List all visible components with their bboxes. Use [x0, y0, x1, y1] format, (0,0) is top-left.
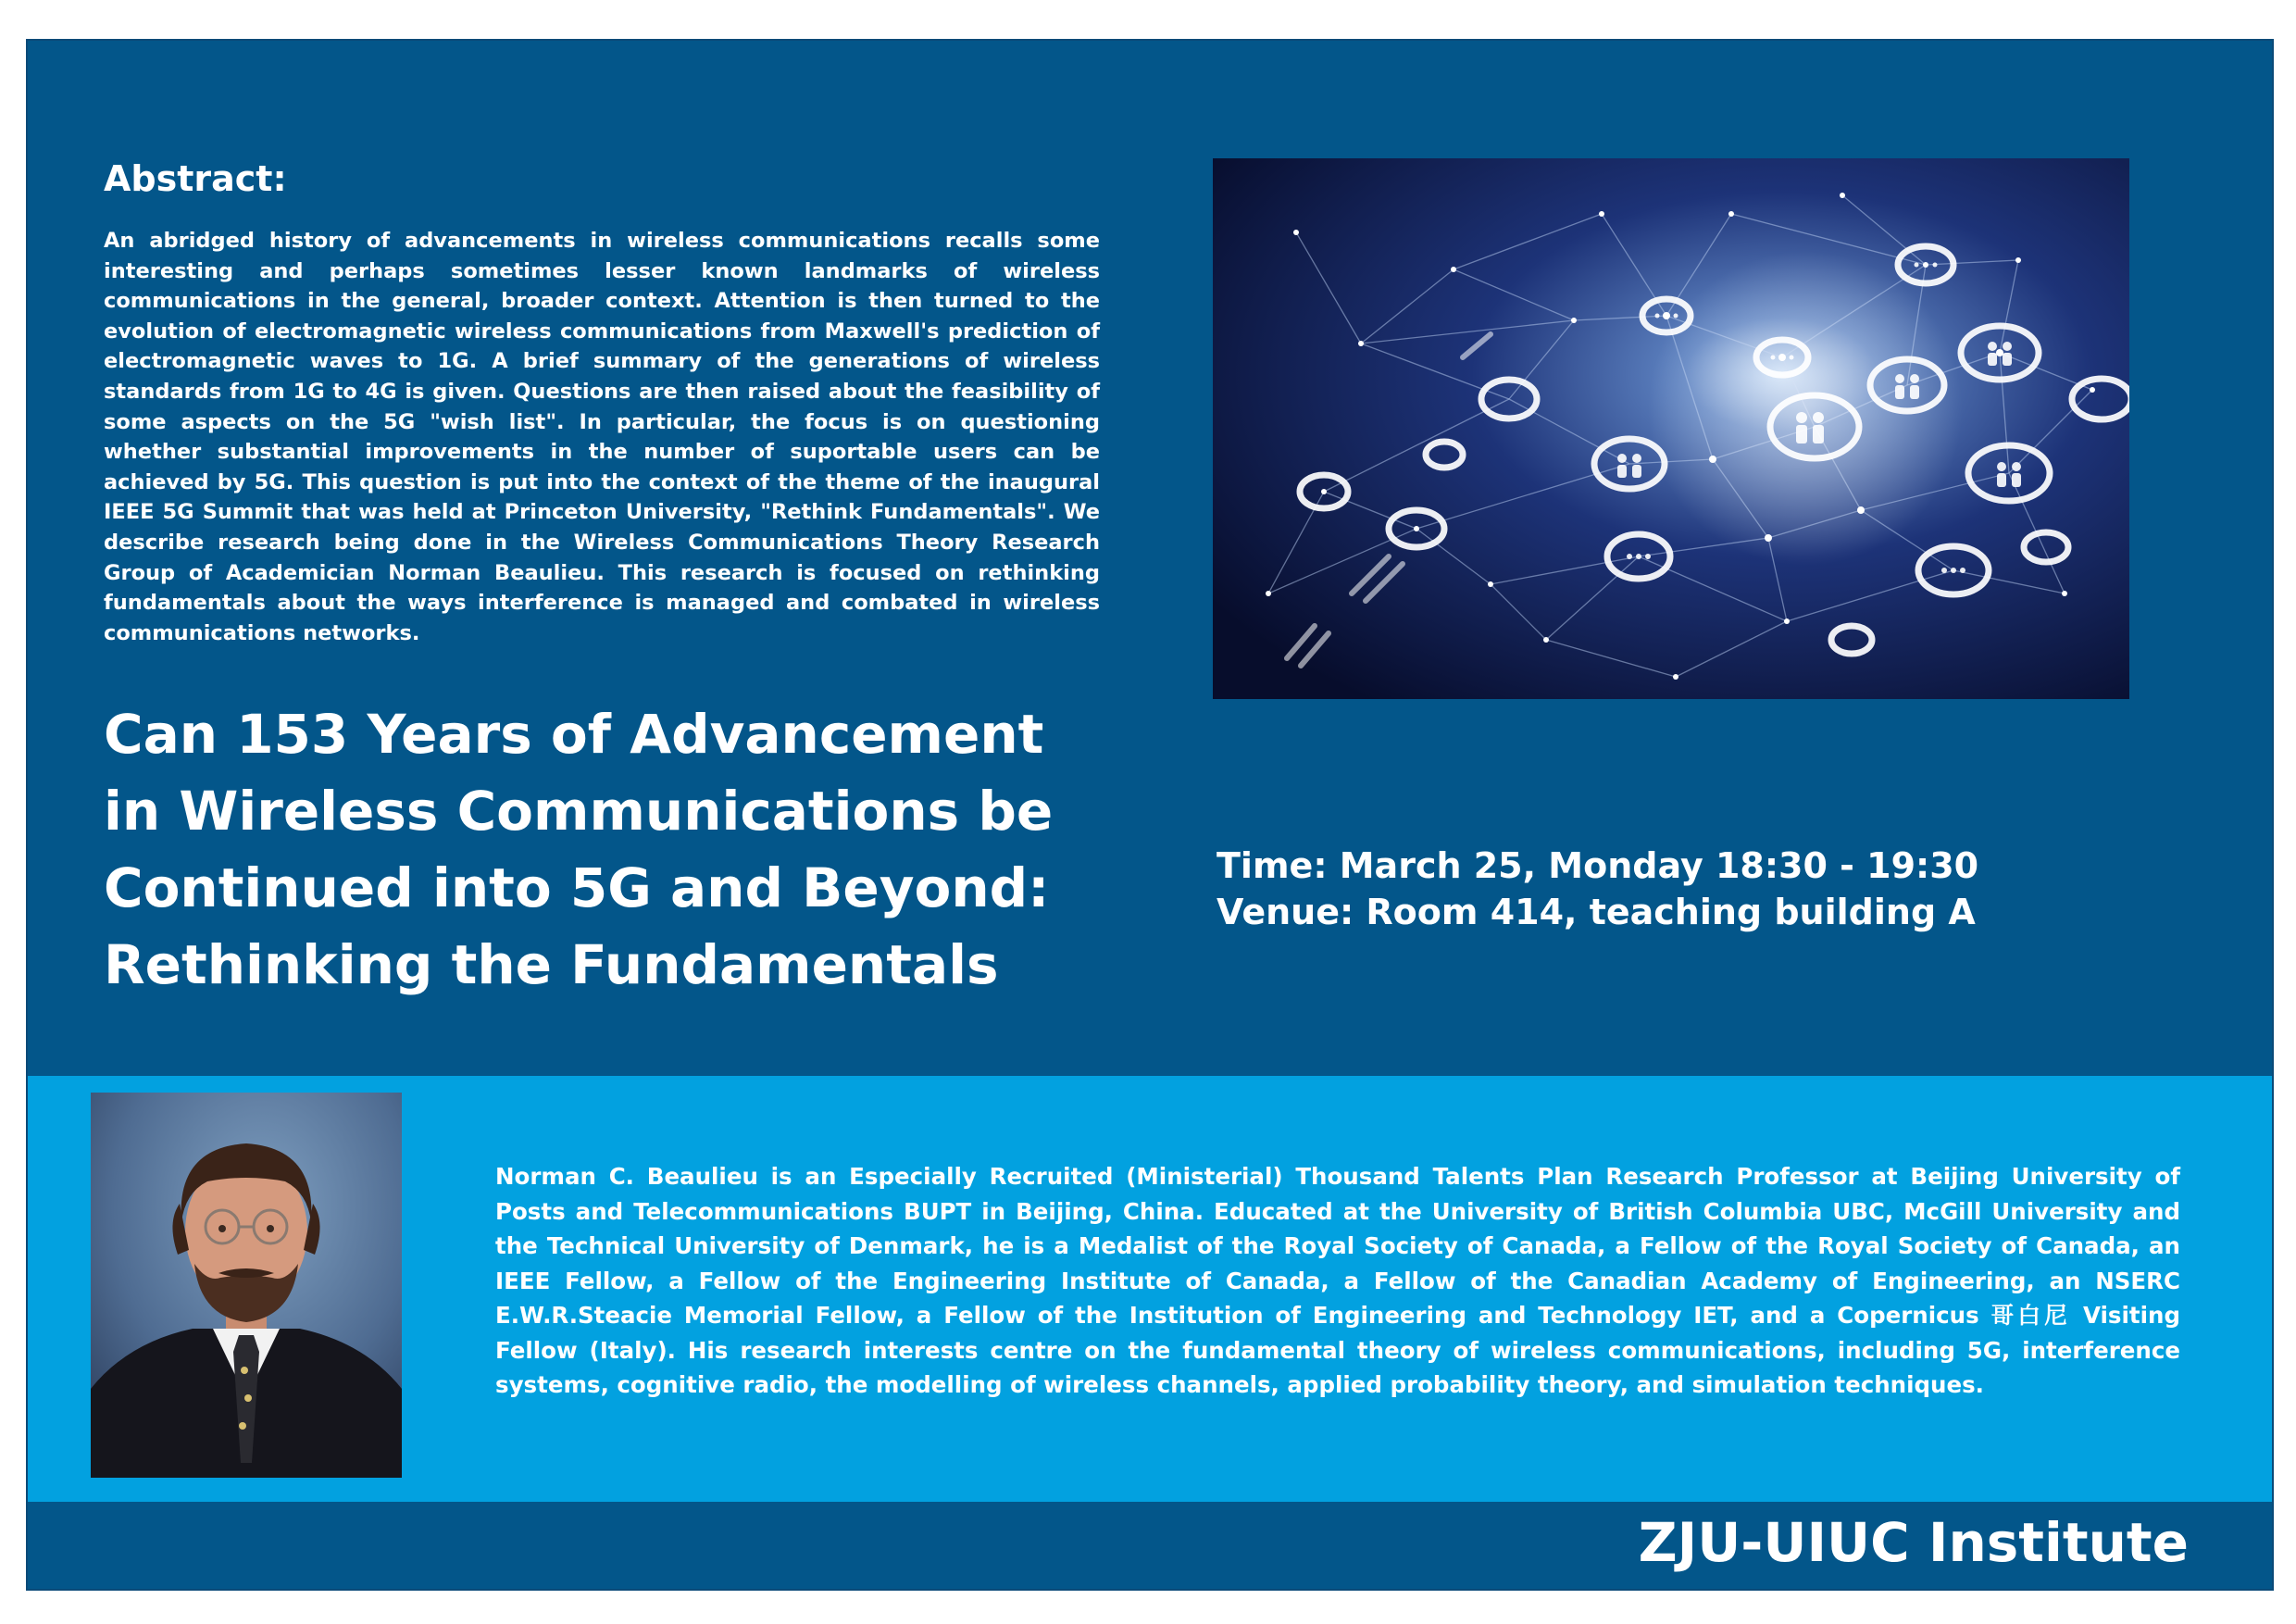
title-line: Rethinking the Fundamentals — [104, 933, 999, 996]
event-venue: Venue: Room 414, teaching building A — [1217, 892, 1976, 932]
seminar-poster — [26, 39, 2274, 1591]
title-line: Continued into 5G and Beyond: — [104, 856, 1050, 919]
speaker-bio: Norman C. Beaulieu is an Especially Recruited (Ministerial) Thousand Talents Plan Research Professor at Beijing University of Posts and Telecommunications BUPT in Beijing, China. Educated at the University of British Columbia UBC, McGill University and the Technical University of Denmark, he is a Medalist of the Royal Society of Canada, a Fellow of the Royal Society of Canada, an IEEE Fellow, a Fellow of the Engineering Institute of Canada, a Fellow of the Canadian Academy of Engineering, an NSERC E.W.R.Steacie Memorial Fellow, a Fellow of the Institution of Engineering and Technology IET, and a Copernicus 哥白尼 Visiting Fellow (Italy). His research interests centre on the fundamental theory of wireless communications, including 5G, interference systems, cognitive radio, the modelling of wireless channels, applied probability theory, and simulation techniques. — [495, 1163, 2180, 1398]
title-line: in Wireless Communications be — [104, 780, 1054, 843]
event-details — [1217, 843, 2142, 935]
speaker-photo — [91, 1093, 402, 1478]
institute-name: ZJU-UIUC Institute — [1638, 1511, 2189, 1574]
event-time: Time: March 25, Monday 18:30 - 19:30 — [1217, 845, 1979, 886]
network-illustration — [1213, 158, 2129, 699]
abstract-heading: Abstract: — [104, 158, 287, 199]
talk-title — [104, 696, 1141, 1004]
speaker-section — [28, 1076, 2272, 1502]
title-line: Can 153 Years of Advancement — [104, 703, 1044, 766]
abstract-text: An abridged history of advancements in wireless communications recalls some interesting and perhaps sometimes lesser known landmarks of wireless communications in the general, broader context. Attention is then turned to the evolution of electromagnetic wireless communications from Maxwell's prediction of electromagnetic waves to 1G. A brief summary of the generations of wireless standards from 1G to 4G is given. Questions are then raised about the feasibility of some aspects on the 5G "wish list". In particular, the focus is on questioning whether substantial improvements in the number of suportable users can be achieved by 5G. This question is put into the context of the theme of the inaugural IEEE 5G Summit that was held at Princeton University, "Rethink Fundamentals". We describe research being done in the Wireless Communications Theory Research Group of Academician Norman Beaulieu. This research is focused on rethinking fundamentals about the ways interference is managed and combated in wireless communications networks. — [104, 229, 1100, 645]
